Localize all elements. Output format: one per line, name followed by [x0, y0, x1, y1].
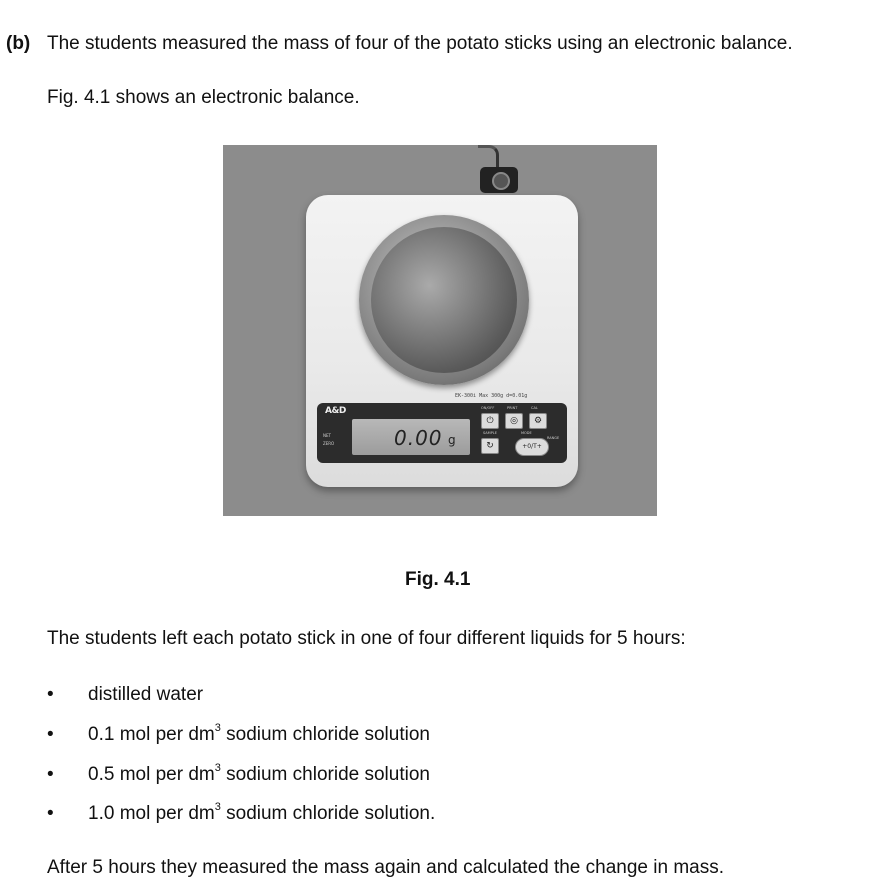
brand-logo: A&D: [325, 406, 346, 416]
zero-label: ZERO: [323, 441, 335, 446]
button-label-cal: CAL: [531, 406, 538, 410]
superscript: 3: [214, 761, 221, 774]
bullet: •: [47, 684, 54, 705]
plug-socket: [492, 172, 510, 190]
list-item: [47, 761, 430, 787]
list-item-text: 1.0 mol per dm: [88, 803, 215, 824]
button-label-print: PRINT: [507, 406, 518, 410]
control-panel: [317, 403, 567, 463]
list-item: [47, 721, 430, 747]
balance-photo: [223, 145, 657, 516]
liquids-intro-text: The students left each potato stick in one of four different liquids for 5 hours:: [47, 628, 686, 649]
figure-caption: Fig. 4.1: [405, 569, 471, 590]
list-item: [47, 800, 436, 826]
intro-text: The students measured the mass of four of the potato sticks using an electronic balance.: [47, 33, 793, 54]
superscript: 3: [214, 721, 221, 734]
closing-text: After 5 hours they measured the mass again and calculated the change in mass.: [47, 857, 725, 878]
weighing-pan-surface: [371, 227, 517, 373]
part-label: (b): [6, 33, 31, 54]
bullet: •: [47, 764, 54, 785]
list-item: [47, 684, 203, 707]
lcd-display: [352, 419, 470, 455]
power-plug: [480, 167, 518, 193]
figure-intro-text: Fig. 4.1 shows an electronic balance.: [47, 87, 360, 108]
weighing-pan: [359, 215, 529, 385]
list-item-text: distilled water: [88, 684, 204, 705]
display-unit: g: [448, 433, 456, 447]
list-item-text-end: sodium chloride solution.: [220, 803, 436, 824]
net-label: NET: [323, 433, 331, 438]
tare-button: +0/T+: [515, 438, 549, 456]
target-icon: ◎: [505, 413, 523, 429]
bullet: •: [47, 724, 54, 745]
power-icon: ⏻: [481, 413, 499, 429]
bullet: •: [47, 803, 54, 824]
list-item-text: 0.1 mol per dm: [88, 724, 215, 745]
button-label-mode: MODE: [521, 431, 532, 435]
model-label: EK-300i Max 300g d=0.01g: [455, 393, 528, 399]
display-reading: 0.00: [394, 426, 443, 450]
gear-icon: ⚙: [529, 413, 547, 429]
cycle-icon: ↻: [481, 438, 499, 454]
list-item-text: 0.5 mol per dm: [88, 764, 215, 785]
list-item-text-end: sodium chloride solution: [220, 764, 430, 785]
superscript: 3: [214, 800, 221, 813]
button-label-range: RANGE: [547, 436, 560, 440]
button-label-onoff: ON/OFF: [481, 406, 495, 410]
list-item-text-end: sodium chloride solution: [220, 724, 430, 745]
button-label-sample: SAMPLE: [483, 431, 497, 435]
